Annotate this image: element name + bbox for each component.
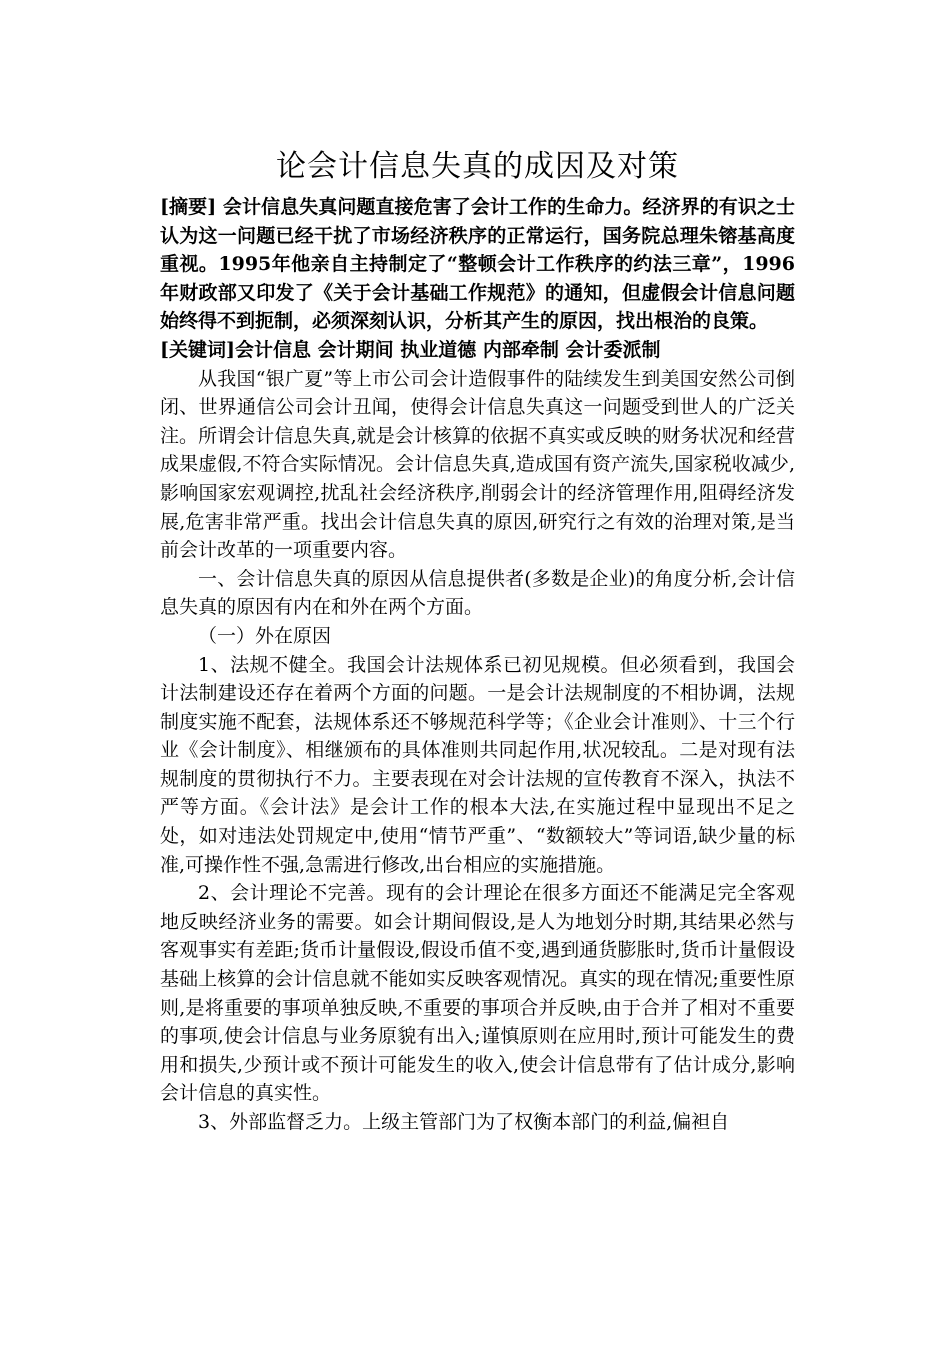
keywords-label: [关键词]	[160, 338, 235, 361]
intro-paragraph: 从我国“银广夏”等上市公司会计造假事件的陆续发生到美国安然公司倒闭、世界通信公司会计丑闻，使得会计信息失真这一问题受到世人的广泛关注。所谓会计信息失真,就是会计核算的依据不真实或反映的财务状况和经营成果虚假,不符合实际情况。会计信息失真,造成国有资产流失,国家税收减少,影响国家宏观调控,扰乱社会经济秩序,削弱会计的经济管理作用,阻碍经济发展,危害非常严重。找出会计信息失真的原因,研究行之有效的治理对策,是当前会计改革的一项重要内容。	[160, 367, 795, 562]
abstract-text: 会计信息失真问题直接危害了会计工作的生命力。经济界的有识之士认为这一问题已经干扰了市场经济秩序的正常运行，国务院总理朱镕基高度重视。1995年他亲自主持制定了“整顿会计工作秩序的约法三章”，1996年财政部又印发了《关于会计基础工作规范》的通知，但虚假会计信息问题始终得不到扼制，必须深刻认识，分析其产生的原因，找出根治的良策。	[160, 196, 795, 333]
point-regulations-paragraph: 1、法规不健全。我国会计法规体系已初见规模。但必须看到，我国会计法制建设还存在着两个方面的问题。一是会计法规制度的不相协调，法规制度实施不配套，法规体系还不够规范科学等；《企业会计准则》、十三个行业《会计制度》、相继颁布的具体准则共同起作用,状况较乱。二是对现有法规制度的贯彻执行不力。主要表现在对会计法规的宣传教育不深入，执法不严等方面。《会计法》是会计工作的根本大法,在实施过程中显现出不足之处，如对违法处罚规定中,使用“情节严重”、“数额较大”等词语,缺少量的标准,可操作性不强,急需进行修改,出台相应的实施措施。	[160, 653, 795, 876]
keywords-paragraph	[160, 336, 795, 365]
abstract-label: [摘要]	[160, 196, 217, 218]
subsection-external-causes: （一）外在原因	[198, 624, 332, 647]
section-one-heading-paragraph: 一、会计信息失真的原因从信息提供者(多数是企业)的角度分析,会计信息失真的原因有内在和外在两个方面。	[160, 567, 795, 619]
point-supervision-paragraph: 3、外部监督乏力。上级主管部门为了权衡本部门的利益,偏袒自	[198, 1111, 730, 1133]
document-page	[160, 145, 795, 1137]
abstract-paragraph	[160, 193, 795, 336]
document-title: 论会计信息失真的成因及对策	[276, 149, 679, 184]
point-theory-paragraph: 2、会计理论不完善。现有的会计理论在很多方面还不能满足完全客观地反映经济业务的需要。如会计期间假设,是人为地划分时期,其结果必然与客观事实有差距;货币计量假设,假设币值不变,遇到通货膨胀时,货币计量假设基础上核算的会计信息就不能如实反映客观情况。真实的现在情况;重要性原则,是将重要的事项单独反映,不重要的事项合并反映,由于合并了相对不重要的事项,使会计信息与业务原貌有出入;谨慎原则在应用时,预计可能发生的费用和损失,少预计或不预计可能发生的收入,使会计信息带有了估计成分,影响会计信息的真实性。	[160, 882, 795, 1105]
keywords-text: 会计信息 会计期间 执业道德 内部牵制 会计委派制	[234, 338, 661, 361]
